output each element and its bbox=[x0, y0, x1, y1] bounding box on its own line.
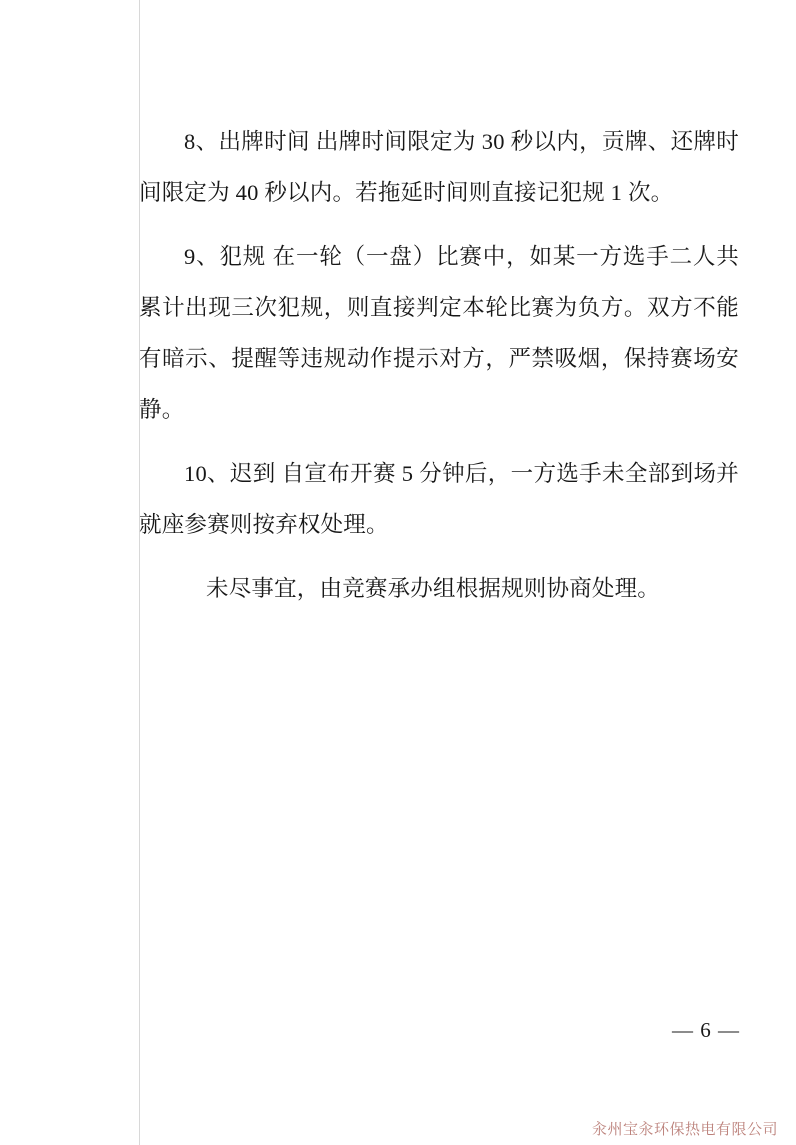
document-body bbox=[139, 116, 739, 614]
paragraph-closing: 未尽事宜，由竞赛承办组根据规则协商处理。 bbox=[206, 576, 661, 601]
footer-company-stamp: 汆州宝汆环保热电有限公司 bbox=[591, 1121, 778, 1138]
paragraph-item-8: 8、出牌时间 出牌时间限定为 30 秒以内，贡牌、还牌时间限定为 40 秒以内。若拖延时间则直接记犯规 1 次。 bbox=[139, 129, 739, 205]
paragraph-item-9: 9、犯规 在一轮（一盘）比赛中，如某一方选手二人共累计出现三次犯规，则直接判定本轮比赛为负方。双方不能有暗示、提醒等违规动作提示对方，严禁吸烟，保持赛场安静。 bbox=[139, 244, 739, 422]
page-number: — 6 — bbox=[672, 1018, 740, 1042]
paragraph-item-10: 10、迟到 自宣布开赛 5 分钟后，一方选手未全部到场并就座参赛则按弃权处理。 bbox=[139, 461, 739, 537]
